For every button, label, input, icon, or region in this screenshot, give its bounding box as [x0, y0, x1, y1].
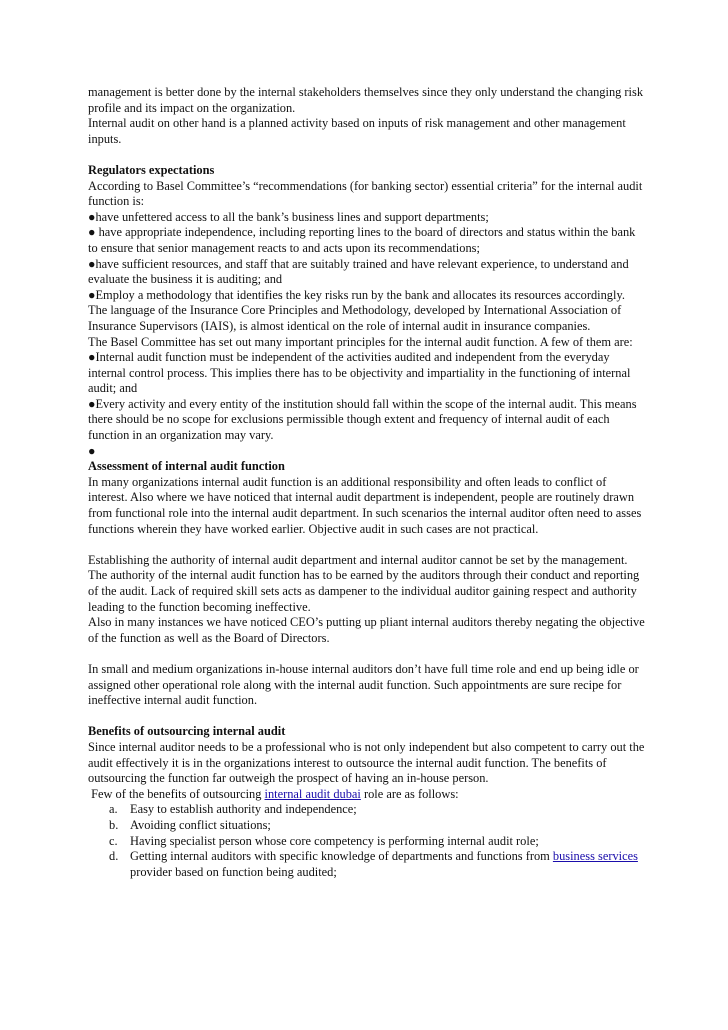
list-marker: c.: [109, 833, 118, 848]
list-marker: b.: [109, 817, 119, 832]
intro-paragraph-1: management is better done by the internal stakeholders themselves since they only understand the changing risk profile and its impact on the organization.: [88, 85, 644, 115]
benefits-paragraph-1: Since internal auditor needs to be a professional who is not only independent but also competent to carry out the audit effectively it is in the organizations interest to outsource the internal audit function. The benefits of outsourcing the function far outweigh the prospect of having an in-house person.: [88, 739, 645, 786]
bullet-item: [88, 210, 648, 226]
bullet-icon: ●: [88, 256, 96, 271]
intro-paragraph-2: Internal audit on other hand is a planned activity based on inputs of risk management and other management inputs.: [88, 116, 626, 146]
regulators-lead: According to Basel Committee’s “recommendations (for banking sector) essential criteria” for the internal audit function is:: [88, 178, 643, 209]
bullet-text: have unfettered access to all the bank’s business lines and support departments;: [95, 209, 489, 224]
spacer: [88, 537, 648, 553]
business-services-link[interactable]: business services: [552, 849, 638, 864]
iais-paragraph: The language of the Insurance Core Principles and Methodology, developed by International Association of Insurance Supervisors (IAIS), is almost identical on the role of internal audit in insurance companies.: [88, 303, 622, 333]
list-marker: a.: [109, 802, 118, 817]
list-item-text-after: provider based on function being audited;: [130, 864, 337, 879]
list-item: [88, 849, 648, 880]
spacer: [88, 147, 648, 163]
bullet-text: have appropriate independence, including reporting lines to the board of directors and status within the bank to ensure that senior management reacts to and acts upon its recommendations;: [88, 225, 636, 255]
internal-audit-dubai-link[interactable]: internal audit dubai: [264, 786, 361, 801]
bullet-icon: ●: [88, 225, 96, 240]
assessment-paragraph-4: In small and medium organizations in-house internal auditors don’t have full time role and end up being idle or assigned other operational role along with the internal audit function. Such appointments are sure recipe for ineffective internal audit function.: [88, 661, 639, 708]
bullet-icon: ●: [88, 209, 96, 224]
list-item: [88, 834, 648, 850]
benefits-list: [88, 802, 648, 880]
benefits-lead-after: role are as follows:: [360, 786, 459, 801]
bullet-icon: ●: [88, 350, 96, 365]
bullet-item: [88, 288, 648, 304]
bullet-icon: ●: [88, 396, 96, 411]
list-item: [88, 818, 648, 834]
list-item-text: Having specialist person whose core competency is performing internal audit role;: [130, 833, 539, 848]
principle-item: [88, 397, 648, 444]
principle-text: Internal audit function must be independent of the activities audited and independent from the everyday internal control process. This implies there has to be objectivity and impartiality in the functioning of internal audit; and: [88, 350, 631, 396]
bullet-text: have sufficient resources, and staff that are suitably trained and have relevant experience, to understand and evaluate the business it is auditing; and: [88, 256, 629, 287]
assessment-heading: Assessment of internal audit function: [88, 459, 285, 474]
basel-paragraph: The Basel Committee has set out many important principles for the internal audit function. A few of them are:: [88, 334, 633, 349]
bullet-item: [88, 225, 648, 256]
benefits-lead-before: Few of the benefits of outsourcing: [88, 786, 265, 801]
bullet-text: Employ a methodology that identifies the key risks run by the bank and allocates its resources accordingly.: [95, 287, 625, 302]
assessment-paragraph-1: In many organizations internal audit function is an additional responsibility and often leads to conflict of interest. Also where we have noticed that internal audit department is independent, people are routinely drawn from functional role into the internal audit department. In such scenarios the internal auditor often need to asses functions wherein they have worked earlier. Objective audit in such cases are not practical.: [88, 474, 642, 536]
principle-text: Every activity and every entity of the institution should fall within the scope of the internal audit. This means there should be no scope for exclusions permissible though extent and frequency of internal audit of each function in an organization may vary.: [88, 396, 637, 443]
list-item: [88, 802, 648, 818]
list-item-text: Avoiding conflict situations;: [130, 817, 271, 832]
spacer: [88, 646, 648, 662]
list-item-text: Easy to establish authority and independence;: [130, 802, 357, 817]
assessment-paragraph-2: Establishing the authority of internal audit department and internal auditor cannot be set by the management. The authority of the internal audit function has to be earned by the auditors through their conduct and reporting of the audit. Lack of required skill sets acts as dampener to the individual auditor gaining respect and authority leading to the function becoming ineffective.: [88, 552, 640, 614]
benefits-lead: [88, 787, 648, 803]
document-page: [88, 85, 648, 880]
list-item-text-before: Getting internal auditors with specific knowledge of departments and functions from: [130, 849, 553, 864]
regulators-heading: Regulators expectations: [88, 162, 215, 177]
bullet-icon: ●: [88, 287, 96, 302]
spacer: [88, 709, 648, 725]
list-marker: d.: [109, 849, 119, 864]
bullet-item: [88, 257, 648, 288]
assessment-paragraph-3: Also in many instances we have noticed CEO’s putting up pliant internal auditors thereby negating the objective of the function as well as the Board of Directors.: [88, 615, 645, 645]
empty-bullet: ●: [88, 443, 96, 458]
principle-item: [88, 350, 648, 397]
benefits-heading: Benefits of outsourcing internal audit: [88, 724, 286, 739]
